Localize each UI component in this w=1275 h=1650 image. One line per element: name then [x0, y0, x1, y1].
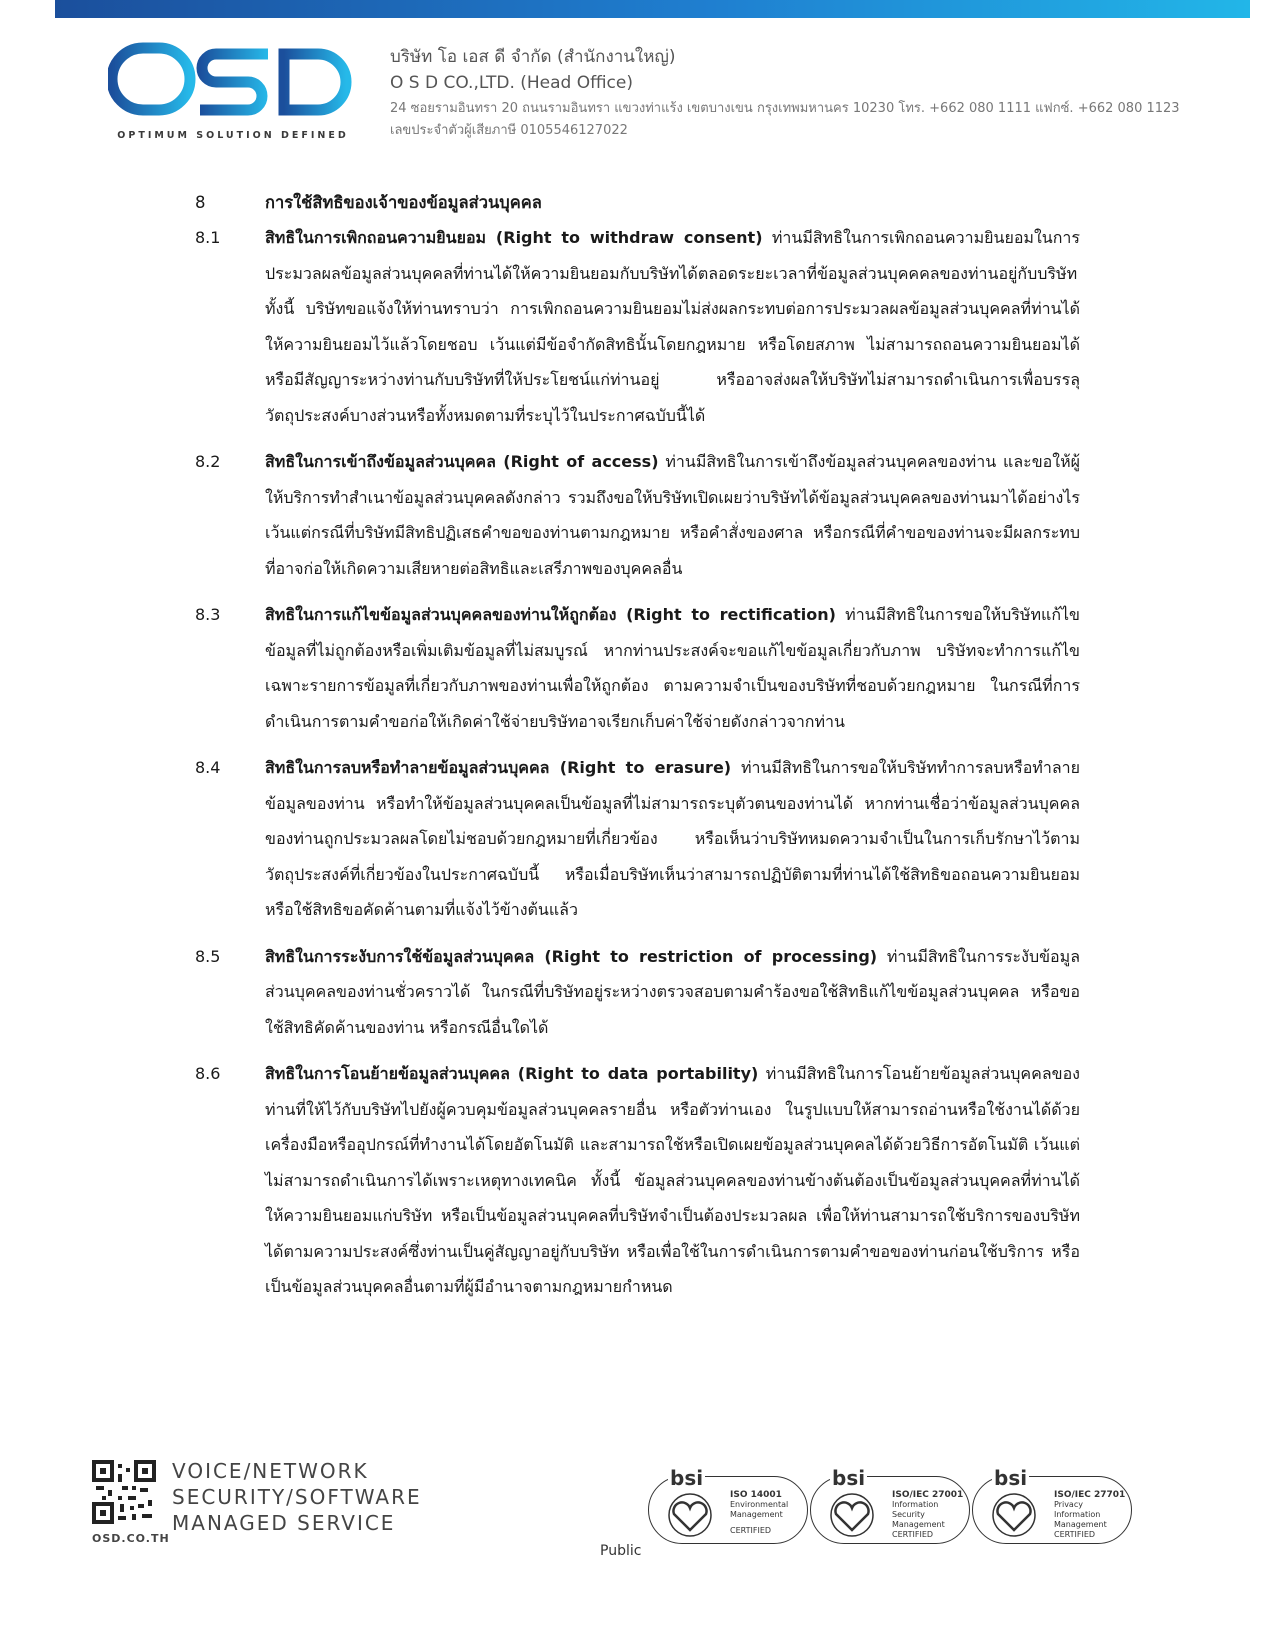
company-info [390, 44, 1180, 142]
clause-text [265, 1056, 1080, 1305]
clause-body: ท่านมีสิทธิในการระงับข้อมูลส่วนบุคคลของท่านชั่วคราวได้ ในกรณีที่บริษัทอยู่ระหว่างตรวจสอบตามคำร้องขอใช้สิทธิแก้ไขข้อมูลส่วนบุคคล หรือขอใช้สิทธิคัดค้านของท่าน หรือกรณีอื่นใดได้ [265, 946, 1081, 1037]
classification-label: Public [600, 1543, 642, 1559]
bsi-logo: bsi [994, 1466, 1028, 1490]
clause-8-1 [195, 220, 1080, 433]
qr-code [92, 1460, 156, 1524]
clause-body: ท่านมีสิทธิในการขอให้บริษัททำการลบหรือทำลายข้อมูลของท่าน หรือทำให้ข้อมูลส่วนบุคคลเป็นข้อมูลที่ไม่สามารถระบุตัวตนของท่านได้ หากท่านเชื่อว่าข้อมูลส่วนบุคคลของท่านถูกประมวลผลโดยไม่ชอบด้วยกฎหมายที่เกี่ยวข้อง หรือเห็นว่าบริษัทหมดความจำเป็นในการเก็บรักษาไว้ตามวัตถุประสงค์ที่เกี่ยวข้องในประกาศฉบับนี้ หรือเมื่อบริษัทเห็นว่าสามารถปฏิบัติตามที่ท่านได้ใช้สิทธิขอถอนความยินยอมหรือใช้สิทธิขอคัดค้านตามที่แจ้งไว้ข้างต้นแล้ว [265, 758, 1081, 919]
bsi-logo: bsi [670, 1466, 704, 1490]
clause-8-3 [195, 597, 1080, 739]
clause-body: ท่านมีสิทธิในการเพิกถอนความยินยอมในการประมวลผลข้อมูลส่วนบุคคลที่ท่านได้ให้ความยินยอมกับบริษัทได้ตลอดระยะเวลาที่ข้อมูลส่วนบุคคคลของท่านอยู่กับบริษัท ทั้งนี้ บริษัทขอแจ้งให้ท่านทราบว่า การเพิกถอนความยินยอมไม่ส่งผลกระทบต่อการประมวลผลข้อมูลส่วนบุคคลที่ท่านได้ให้ความยินยอมไว้แล้วโดยชอบ เว้นแต่มีข้อจำกัดสิทธินั้นโดยกฎหมาย หรือโดยสภาพ ไม่สามารถถอนความยินยอมได้ หรือมีสัญญาระหว่างท่านกับบริษัทที่ให้ประโยชน์แก่ท่านอยู่ หรืออาจส่งผลให้บริษัทไม่สามารถดำเนินการเพื่อบรรลุวัตถุประสงค์บางส่วนหรือทั้งหมดตามที่ระบุไว้ในประกาศฉบับนี้ได้ [265, 228, 1080, 425]
kitemark-icon [824, 1492, 880, 1538]
cert-code: ISO/IEC 27001 [892, 1490, 964, 1500]
cert-code: ISO 14001 [730, 1490, 782, 1500]
service-line: SECURITY/SOFTWARE [172, 1485, 422, 1509]
cert-status: CERTIFIED [730, 1526, 772, 1535]
clause-lead: สิทธิในการเพิกถอนความยินยอม (Right to withdraw consent) [265, 228, 763, 247]
logo-tagline: OPTIMUM SOLUTION DEFINED [117, 130, 349, 141]
clause-lead: สิทธิในการแก้ไขข้อมูลส่วนบุคคลของท่านให้ถูกต้อง (Right to rectification) [265, 605, 836, 624]
clause-8-2 [195, 444, 1080, 586]
clause-text [265, 939, 1080, 1046]
service-line: MANAGED SERVICE [172, 1511, 396, 1535]
bsi-logo: bsi [832, 1466, 866, 1490]
clause-8-4 [195, 750, 1080, 928]
company-name-en: O S D CO.,LTD. (Head Office) [390, 73, 633, 93]
clause-number: 8.1 [195, 228, 221, 247]
footer-services [172, 1458, 422, 1536]
company-name-th: บริษัท โอ เอส ดี จำกัด (สำนักงานใหญ่) [390, 47, 676, 67]
clause-text [265, 597, 1080, 739]
cert-desc: Privacy Information Management [1054, 1500, 1107, 1529]
cert-text [730, 1490, 802, 1536]
clause-text [265, 220, 1080, 433]
document-body [195, 186, 1080, 1305]
clause-8-6 [195, 1056, 1080, 1305]
cert-text [1054, 1490, 1126, 1540]
clause-number: 8.6 [195, 1064, 221, 1083]
footer-website: OSD.CO.TH [92, 1532, 170, 1545]
cert-text [892, 1490, 964, 1540]
section-number: 8 [195, 193, 206, 212]
kitemark-icon [662, 1492, 718, 1538]
clause-number: 8.5 [195, 946, 221, 966]
company-address: 24 ซอยรามอินทรา 20 ถนนรามอินทรา แขวงท่าแร้ง เขตบางเขน กรุงเทพมหานคร 10230 โทร. +662 080 1111 แฟกซ์. +662 080 1123 [390, 101, 1180, 116]
section-heading [195, 186, 1080, 220]
cert-desc: Environmental Management [730, 1500, 789, 1519]
cert-status: CERTIFIED [892, 1530, 934, 1539]
cert-code: ISO/IEC 27701 [1054, 1490, 1126, 1500]
service-line: VOICE/NETWORK [172, 1459, 369, 1483]
cert-status: CERTIFIED [1054, 1530, 1096, 1539]
clause-text [265, 750, 1080, 928]
cert-badge-iso27701 [972, 1466, 1132, 1544]
clause-lead: สิทธิในการโอนย้ายข้อมูลส่วนบุคคล (Right to data portability) [265, 1064, 759, 1083]
cert-badge-iso14001 [648, 1466, 808, 1544]
section-title: การใช้สิทธิของเจ้าของข้อมูลส่วนบุคคล [265, 193, 542, 212]
cert-desc: Information Security Management [892, 1500, 945, 1529]
clause-text [265, 444, 1080, 586]
clause-number: 8.4 [195, 758, 221, 777]
header-accent-bar [55, 0, 1250, 18]
clause-body: ท่านมีสิทธิในการขอให้บริษัทแก้ไขข้อมูลที่ไม่ถูกต้องหรือเพิ่มเติมข้อมูลที่ไม่สมบูรณ์ หากท่านประสงค์จะขอแก้ไขข้อมูลเกี่ยวกับภาพ บริษัทจะทำการแก้ไขเฉพาะรายการข้อมูลที่เกี่ยวกับภาพของท่านเพื่อให้ถูกต้อง ตามความจำเป็นของบริษัทที่ชอบด้วยกฎหมาย ในกรณีที่การดำเนินการตามคำขอก่อให้เกิดค่าใช้จ่ายบริษัทอาจเรียกเก็บค่าใช้จ่ายดังกล่าวจากท่าน [265, 605, 1080, 731]
clause-number: 8.3 [195, 605, 221, 624]
clause-number: 8.2 [195, 452, 221, 471]
osd-logo [108, 40, 358, 150]
clause-lead: สิทธิในการลบหรือทำลายข้อมูลส่วนบุคคล (Right to erasure) [265, 758, 732, 777]
clause-lead: สิทธิในการเข้าถึงข้อมูลส่วนบุคคล (Right of access) [265, 452, 659, 471]
osd-logo-mark [108, 40, 358, 120]
clause-8-5 [195, 939, 1080, 1046]
clause-lead: สิทธิในการระงับการใช้ข้อมูลส่วนบุคคล (Right to restriction of processing) [265, 946, 878, 966]
clause-body: ท่านมีสิทธิในการโอนย้ายข้อมูลส่วนบุคคลของท่านที่ให้ไว้กับบริษัทไปยังผู้ควบคุมข้อมูลส่วนบุคคลรายอื่น หรือตัวท่านเอง ในรูปแบบให้สามารถอ่านหรือใช้งานได้ด้วยเครื่องมือหรืออุปกรณ์ที่ทำงานได้โดยอัตโนมัติ และสามารถใช้หรือเปิดเผยข้อมูลส่วนบุคคลได้ด้วยวิธีการอัตโนมัติ เว้นแต่ไม่สามารถดำเนินการได้เพราะเหตุทางเทคนิค ทั้งนี้ ข้อมูลส่วนบุคคลของท่านข้างต้นต้องเป็นข้อมูลส่วนบุคคลที่ท่านได้ให้ความยินยอมแก่บริษัท หรือเป็นข้อมูลส่วนบุคคลที่บริษัทจำเป็นต้องประมวลผล เพื่อให้ท่านสามารถใช้บริการของบริษัทได้ตามความประสงค์ซึ่งท่านเป็นคู่สัญญาอยู่กับบริษัท หรือเพื่อใช้ในการดำเนินการตามคำขอของท่านก่อนใช้บริการ หรือเป็นข้อมูลส่วนบุคคลอื่นตามที่ผู้มีอำนาจตามกฎหมายกำหนด [265, 1064, 1080, 1296]
cert-badge-iso27001 [810, 1466, 970, 1544]
clause-body: ท่านมีสิทธิในการเข้าถึงข้อมูลส่วนบุคคลของท่าน และขอให้ผู้ให้บริการทำสำเนาข้อมูลส่วนบุคคลดังกล่าว รวมถึงขอให้บริษัทเปิดเผยว่าบริษัทได้ข้อมูลส่วนบุคคลของท่านมาได้อย่างไร เว้นแต่กรณีที่บริษัทมีสิทธิปฏิเสธคำขอของท่านตามกฎหมาย หรือคำสั่งของศาล หรือกรณีที่คำขอของท่านจะมีผลกระทบที่อาจก่อให้เกิดความเสียหายต่อสิทธิและเสรีภาพของบุคคลอื่น [265, 452, 1081, 578]
company-tax-id: เลขประจำตัวผู้เสียภาษี 0105546127022 [390, 123, 628, 138]
kitemark-icon [986, 1492, 1042, 1538]
